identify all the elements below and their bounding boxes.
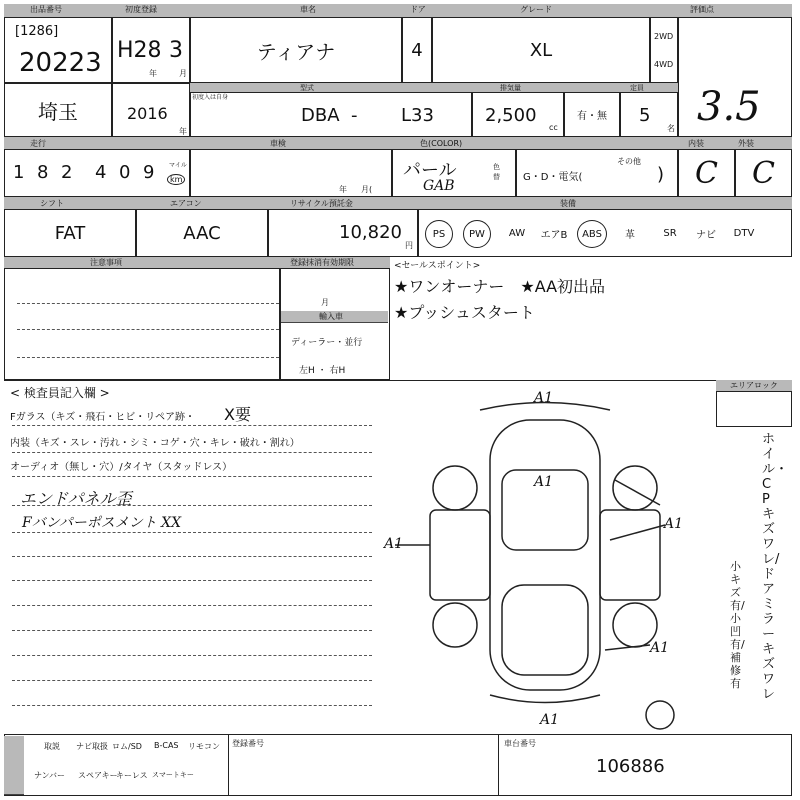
right-doors xyxy=(600,510,660,600)
equip-ps: PS xyxy=(425,220,453,248)
first-reg-header: 初度登録 xyxy=(125,5,157,14)
mileage-d3: 2 xyxy=(61,162,73,183)
right-vertical-note-2: 小キズ有/小凹有/補修有 xyxy=(730,560,745,690)
mileage-d2: 8 xyxy=(37,162,49,183)
inspection-header: 車検 xyxy=(270,139,286,148)
dealer-parallel: ディーラー・並行 xyxy=(291,338,363,348)
front-bumper xyxy=(490,695,600,703)
inspector-header: < 検査員記入欄 > xyxy=(10,386,110,400)
glass-x: X要 xyxy=(224,405,251,424)
interior-grade-box xyxy=(678,149,735,197)
mileage-header: 走行 xyxy=(30,139,46,148)
lot-header: 出品番号 xyxy=(30,5,62,14)
sales-points-header: <セールスポイント> xyxy=(394,261,481,271)
bottom-side-bar xyxy=(4,736,24,795)
notes-header: 注意事項 xyxy=(90,258,122,267)
right-top-box xyxy=(716,391,792,427)
bottom-divider xyxy=(228,734,229,796)
equipment-header: 装備 xyxy=(560,199,576,208)
first-reg-box xyxy=(112,17,190,83)
inspection-box xyxy=(190,149,392,197)
handwritten-note-2: Fバンパーポスメント XX xyxy=(22,515,182,531)
chassis-number: 106886 xyxy=(596,756,665,777)
aircon: AAC xyxy=(183,222,221,244)
equip-abs: ABS xyxy=(577,220,607,248)
color-name: パール xyxy=(403,160,457,181)
year-suffix: 年 xyxy=(149,69,157,78)
bottom-label-remote: リモコン xyxy=(188,742,220,751)
car-name-header: 車名 xyxy=(300,5,316,14)
damage-mark-roof: A1 xyxy=(534,474,554,490)
exterior-grade: C xyxy=(752,155,775,191)
mileage-d4: 4 xyxy=(95,162,107,183)
capacity-header: 定員 xyxy=(630,84,644,92)
damage-mark-right: A1 xyxy=(664,516,684,532)
doors-box xyxy=(402,17,432,83)
drive-box xyxy=(650,17,678,83)
right-vertical-note: ホイル・CPキズワレ/ドアミラーキズワレ xyxy=(762,432,789,702)
fuel-other: その他 xyxy=(617,157,641,166)
inspector-glass: Fガラス（キズ・飛石・ヒビ・リペア跡・ xyxy=(10,412,196,423)
registration-header: 登録抹消有効期限 xyxy=(290,258,354,267)
recycle-fee: 10,820 xyxy=(339,222,402,243)
sales-point-1: ★ワンオーナー ★AA初出品 xyxy=(394,277,606,296)
registration-box xyxy=(280,268,390,380)
bottom-label-spare-key: スペアキー xyxy=(78,771,118,780)
inspection-year: 年 xyxy=(339,185,347,194)
bottom-label-navi: ナビ取扱 xyxy=(76,742,108,751)
exterior-header: 外装 xyxy=(738,139,754,148)
mileage-unit-miles: マイル xyxy=(169,162,187,169)
era-year: H28 xyxy=(117,38,162,63)
model-box xyxy=(190,92,472,137)
drive-2wd: 2WD xyxy=(654,32,674,41)
import-header: 輸入車 xyxy=(319,312,343,321)
recycle-box xyxy=(268,209,418,257)
reg-month: 3 xyxy=(169,38,183,63)
sales-point-2: ★プッシュスタート xyxy=(394,303,535,322)
inspector-audio: オーディオ（無し・穴）/タイヤ（スタッドレス） xyxy=(10,462,233,473)
model-year-box xyxy=(112,83,190,137)
damage-mark-front-right: A1 xyxy=(650,640,670,656)
inspector-interior: 内装（キズ・スレ・汚れ・シミ・コゲ・穴・キレ・破れ・割れ） xyxy=(10,438,300,449)
left-front-wheel xyxy=(433,603,477,647)
chassis-label: 車台番号 xyxy=(504,739,536,748)
turbo: 有・無 xyxy=(577,111,607,122)
bottom-label-manual: 取説 xyxy=(44,742,60,751)
bottom-label-number: ナンバー xyxy=(34,771,66,780)
lot-box xyxy=(4,17,112,83)
color-code: GAB xyxy=(423,178,455,194)
transmission: FAT xyxy=(54,222,86,244)
equipment-box xyxy=(418,209,792,257)
cc-label: cc xyxy=(549,123,558,132)
displacement: 2,500 xyxy=(485,105,537,126)
capacity-unit: 名 xyxy=(667,124,675,133)
recycle-header: リサイクル預託金 xyxy=(290,199,353,208)
grade-box xyxy=(432,17,650,83)
lot-number: 20223 xyxy=(19,48,102,78)
doors: 4 xyxy=(411,39,423,61)
car-body xyxy=(490,420,600,690)
color-change-label: 色替 xyxy=(493,163,500,181)
color-header: 色(COLOR) xyxy=(420,139,463,148)
handle-side: 左H ・ 右H xyxy=(299,366,346,376)
model-year: 2016 xyxy=(127,104,168,123)
bottom-label-keyless: キーレス xyxy=(116,771,148,780)
equip-airbag: エアB xyxy=(540,229,568,241)
mileage-box xyxy=(4,149,190,197)
reg-number-label: 登録番号 xyxy=(232,739,264,748)
bottom-label-smart-key: スマートキー xyxy=(152,771,194,779)
notes-line xyxy=(17,329,279,330)
grade: XL xyxy=(529,39,553,61)
interior-header: 内装 xyxy=(688,139,704,148)
aircon-header: エアコン xyxy=(170,199,202,208)
notes-box xyxy=(4,268,280,380)
bottom-label-rom: ロム/SD xyxy=(112,742,142,751)
doors-header: ドア xyxy=(410,5,426,14)
equip-sr: SR xyxy=(663,227,677,239)
registration-month: 月 xyxy=(321,298,329,307)
prefecture: 埼玉 xyxy=(38,99,78,124)
mileage-d5: 0 xyxy=(119,162,131,183)
turbo-box xyxy=(564,92,620,137)
score-handwritten: 3.5 xyxy=(697,84,761,130)
damage-mark-front: A1 xyxy=(540,712,560,728)
shift-header: シフト xyxy=(40,199,64,208)
prefecture-box xyxy=(4,83,112,137)
model-dash: - xyxy=(351,105,358,126)
mileage-d6: 9 xyxy=(143,162,155,183)
header-row-1 xyxy=(4,4,792,18)
score-box xyxy=(678,17,792,137)
damage-mark-rear: A1 xyxy=(534,390,554,406)
drive-4wd: 4WD xyxy=(654,60,674,69)
displacement-box xyxy=(472,92,564,137)
lot-bracket: [1286] xyxy=(15,24,59,39)
equip-leather: 革 xyxy=(625,229,635,241)
damage-pointer xyxy=(615,480,660,505)
spare-circle xyxy=(646,701,674,729)
right-header: エリアロック xyxy=(730,381,778,390)
hood xyxy=(502,585,588,675)
exterior-grade-box xyxy=(735,149,792,197)
displacement-header: 排気量 xyxy=(500,84,521,92)
damage-mark-left: A1 xyxy=(384,536,404,552)
model-year-suffix: 年 xyxy=(179,127,187,136)
capacity: 5 xyxy=(639,105,651,126)
equip-navi: ナビ xyxy=(696,229,716,241)
notes-line xyxy=(17,357,279,358)
damage-pointer xyxy=(610,525,665,540)
fuel-box xyxy=(516,149,678,197)
equip-aw: AW xyxy=(508,227,526,239)
model-header: 型式 xyxy=(300,84,314,92)
import-note: 初度入は自身 xyxy=(192,94,229,101)
model-code: L33 xyxy=(401,105,434,126)
mileage-d1: 1 xyxy=(13,162,25,183)
fuel-close: ) xyxy=(657,164,665,185)
interior-grade: C xyxy=(695,155,718,191)
color-box xyxy=(392,149,516,197)
equip-pw: PW xyxy=(463,220,491,248)
bottom-label-bcas: B-CAS xyxy=(154,741,179,750)
month-suffix: 月 xyxy=(179,69,187,78)
inspection-month: 月( xyxy=(361,185,373,194)
left-doors xyxy=(430,510,490,600)
car-name-box xyxy=(190,17,402,83)
recycle-unit: 円 xyxy=(405,241,413,250)
car-name: ティアナ xyxy=(256,39,336,64)
equip-dtv: DTV xyxy=(733,227,755,239)
right-rear-wheel xyxy=(613,466,657,510)
bottom-divider xyxy=(498,734,499,796)
handwritten-note-1: エンドパネル歪 xyxy=(20,489,132,508)
score-header: 評価点 xyxy=(690,5,714,14)
aircon-box xyxy=(136,209,268,257)
transmission-box xyxy=(4,209,136,257)
capacity-box xyxy=(620,92,678,137)
left-rear-wheel xyxy=(433,466,477,510)
model-prefix: DBA xyxy=(301,105,340,126)
notes-line xyxy=(17,303,279,304)
fuel: G・D・電気( xyxy=(523,172,583,183)
car-damage-diagram xyxy=(380,380,710,735)
mileage-unit-km: km xyxy=(167,174,185,185)
grade-header: グレード xyxy=(520,5,552,14)
